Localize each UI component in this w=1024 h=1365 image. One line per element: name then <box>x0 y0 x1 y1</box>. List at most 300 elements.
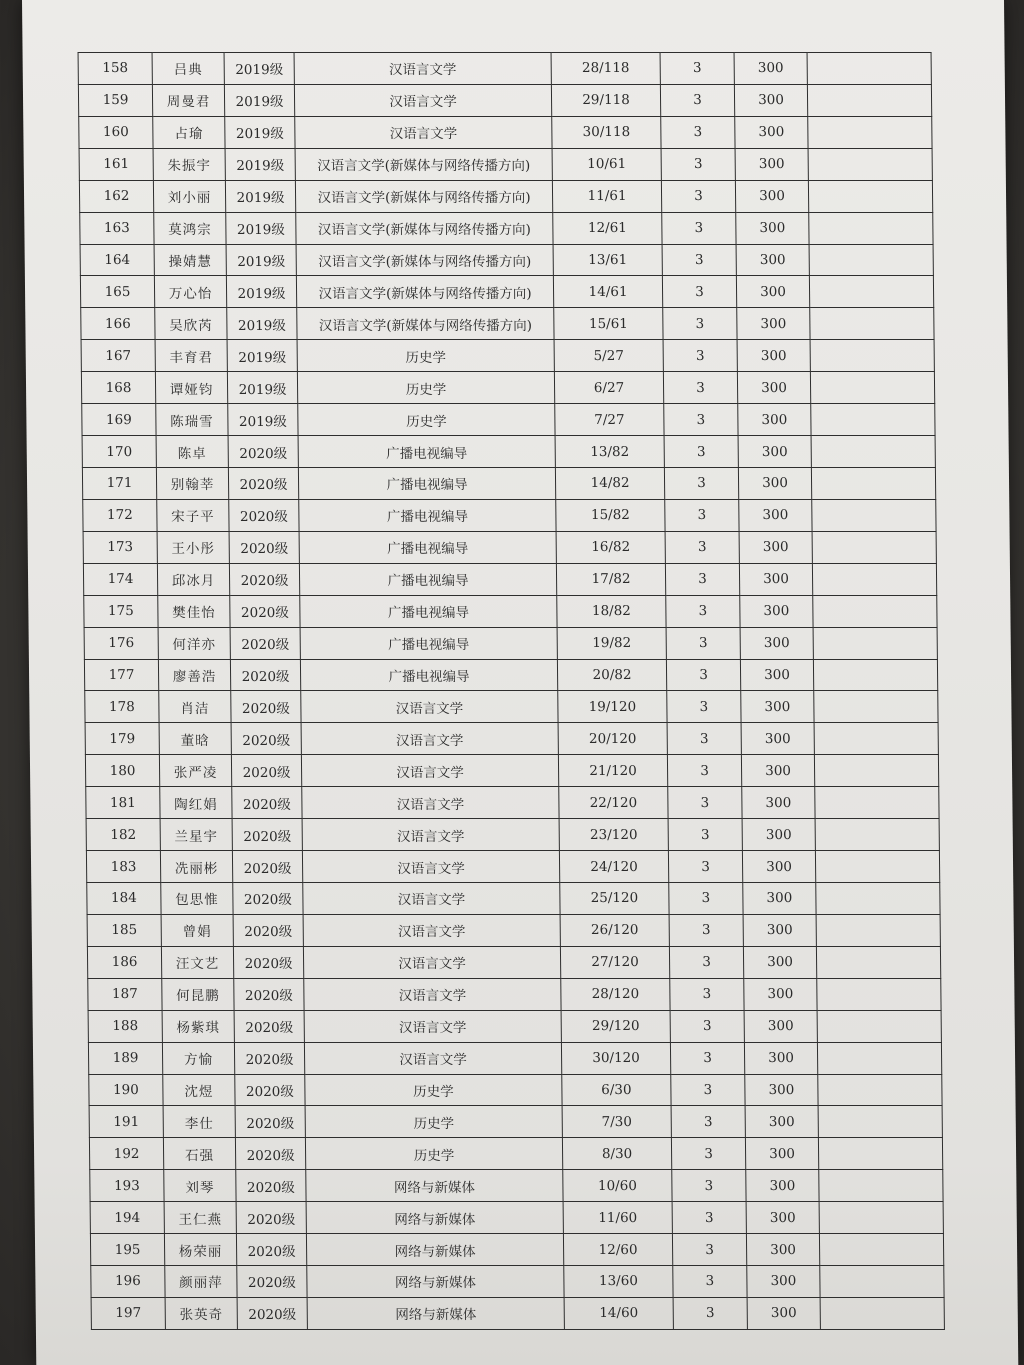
major-cell: 网络与新媒体 <box>307 1266 564 1298</box>
credit-value-cell: 3 <box>663 340 737 372</box>
major-cell: 网络与新媒体 <box>306 1170 563 1202</box>
credit-value-cell: 3 <box>661 180 735 212</box>
table-row <box>87 946 940 978</box>
student-name-cell: 别翰莘 <box>156 467 228 499</box>
row-number-cell: 168 <box>81 372 155 404</box>
remark-cell <box>820 1297 944 1329</box>
major-cell: 汉语言文学 <box>301 691 558 723</box>
credit-value-cell: 3 <box>666 627 740 659</box>
row-number-cell: 195 <box>90 1234 164 1266</box>
class-rank-cell: 28/120 <box>561 978 670 1010</box>
award-amount-cell: 300 <box>738 467 811 499</box>
student-name-cell: 王仁燕 <box>164 1202 236 1234</box>
award-amount-cell: 300 <box>746 1170 819 1202</box>
credit-value-cell: 3 <box>671 1106 745 1138</box>
class-rank-cell: 22/120 <box>559 787 668 819</box>
major-cell: 历史学 <box>297 340 554 372</box>
class-rank-cell: 20/120 <box>558 723 667 755</box>
grade-year-cell: 2020级 <box>228 436 298 468</box>
table-row <box>84 595 937 627</box>
grade-year-cell: 2020级 <box>233 882 303 914</box>
remark-cell <box>808 148 932 180</box>
remark-cell <box>816 946 940 978</box>
table-row <box>84 627 937 659</box>
row-number-cell: 189 <box>88 1042 162 1074</box>
grade-year-cell: 2019级 <box>224 53 294 85</box>
table-row <box>82 436 935 468</box>
grade-year-cell: 2020级 <box>234 1042 304 1074</box>
award-amount-cell: 300 <box>741 691 814 723</box>
row-number-cell: 162 <box>79 180 153 212</box>
table-row <box>80 212 933 244</box>
credit-value-cell: 3 <box>669 914 743 946</box>
table-row <box>91 1266 944 1298</box>
row-number-cell: 167 <box>81 340 155 372</box>
credit-value-cell: 3 <box>667 691 741 723</box>
credit-value-cell: 3 <box>663 308 737 340</box>
student-name-cell: 邱冰月 <box>157 563 229 595</box>
credit-value-cell: 3 <box>667 755 741 787</box>
row-number-cell: 194 <box>90 1202 164 1234</box>
student-name-cell: 沈煜 <box>163 1074 235 1106</box>
table-row <box>79 116 932 148</box>
class-rank-cell: 15/82 <box>556 499 665 531</box>
roster-body <box>78 53 944 1330</box>
student-name-cell: 吴欣芮 <box>155 308 227 340</box>
class-rank-cell: 14/61 <box>553 276 662 308</box>
class-rank-cell: 13/61 <box>553 244 662 276</box>
class-rank-cell: 25/120 <box>560 882 669 914</box>
roster-table <box>78 52 945 1330</box>
grade-year-cell: 2020级 <box>235 1138 305 1170</box>
credit-value-cell: 3 <box>662 212 736 244</box>
table-row <box>89 1138 942 1170</box>
student-name-cell: 占瑜 <box>153 116 225 148</box>
table-row <box>87 882 940 914</box>
row-number-cell: 183 <box>86 851 160 883</box>
remark-cell <box>815 787 939 819</box>
student-name-cell: 丰育君 <box>155 340 227 372</box>
award-amount-cell: 300 <box>738 436 811 468</box>
student-name-cell: 方愉 <box>162 1042 234 1074</box>
row-number-cell: 164 <box>80 244 154 276</box>
student-name-cell: 石强 <box>163 1138 235 1170</box>
award-amount-cell: 300 <box>744 1010 817 1042</box>
grade-year-cell: 2019级 <box>225 148 295 180</box>
remark-cell <box>816 882 940 914</box>
row-number-cell: 161 <box>79 148 153 180</box>
student-name-cell: 何昆鹏 <box>162 978 234 1010</box>
student-name-cell: 杨紫琪 <box>162 1010 234 1042</box>
row-number-cell: 173 <box>83 531 157 563</box>
grade-year-cell: 2020级 <box>232 787 302 819</box>
credit-value-cell: 3 <box>661 148 735 180</box>
major-cell: 历史学 <box>305 1138 562 1170</box>
row-number-cell: 182 <box>86 819 160 851</box>
grade-year-cell: 2020级 <box>234 978 304 1010</box>
award-amount-cell: 300 <box>734 53 807 85</box>
student-name-cell: 谭娅钧 <box>155 372 227 404</box>
remark-cell <box>817 978 941 1010</box>
grade-year-cell: 2020级 <box>237 1266 307 1298</box>
table-row <box>82 467 935 499</box>
class-rank-cell: 29/118 <box>551 84 660 116</box>
table-row <box>78 53 931 85</box>
class-rank-cell: 14/60 <box>564 1297 673 1329</box>
credit-value-cell: 3 <box>670 978 744 1010</box>
major-cell: 汉语言文学 <box>304 1042 561 1074</box>
grade-year-cell: 2020级 <box>228 467 298 499</box>
student-name-cell: 李仕 <box>163 1106 235 1138</box>
table-row <box>90 1234 943 1266</box>
major-cell: 汉语言文学 <box>304 978 561 1010</box>
remark-cell <box>813 659 937 691</box>
class-rank-cell: 19/120 <box>558 691 667 723</box>
credit-value-cell: 3 <box>664 467 738 499</box>
credit-value-cell: 3 <box>664 404 738 436</box>
award-amount-cell: 300 <box>744 1042 817 1074</box>
credit-value-cell: 3 <box>662 244 736 276</box>
class-rank-cell: 20/82 <box>557 659 666 691</box>
student-name-cell: 宋子平 <box>157 499 229 531</box>
remark-cell <box>809 212 933 244</box>
credit-value-cell: 3 <box>668 819 742 851</box>
student-name-cell: 杨荣丽 <box>164 1234 236 1266</box>
row-number-cell: 160 <box>79 116 153 148</box>
award-amount-cell: 300 <box>743 914 816 946</box>
table-row <box>85 723 938 755</box>
table-row <box>81 308 934 340</box>
student-name-cell: 刘小丽 <box>153 180 225 212</box>
credit-value-cell: 3 <box>665 499 739 531</box>
remark-cell <box>814 755 938 787</box>
credit-value-cell: 3 <box>673 1266 747 1298</box>
table-row <box>91 1297 944 1329</box>
award-amount-cell: 300 <box>741 755 814 787</box>
class-rank-cell: 12/61 <box>553 212 662 244</box>
row-number-cell: 193 <box>90 1170 164 1202</box>
major-cell: 历史学 <box>305 1074 562 1106</box>
remark-cell <box>815 819 939 851</box>
major-cell: 汉语言文学 <box>294 53 551 85</box>
major-cell: 汉语言文学 <box>302 787 559 819</box>
award-amount-cell: 300 <box>737 372 810 404</box>
credit-value-cell: 3 <box>663 372 737 404</box>
grade-year-cell: 2020级 <box>233 946 303 978</box>
grade-year-cell: 2020级 <box>229 563 299 595</box>
major-cell: 广播电视编导 <box>298 467 555 499</box>
grade-year-cell: 2020级 <box>231 691 301 723</box>
row-number-cell: 159 <box>78 84 152 116</box>
award-amount-cell: 300 <box>746 1202 819 1234</box>
class-rank-cell: 16/82 <box>556 531 665 563</box>
remark-cell <box>818 1074 942 1106</box>
student-name-cell: 陈瑞雪 <box>156 404 228 436</box>
credit-value-cell: 3 <box>671 1074 745 1106</box>
credit-value-cell: 3 <box>666 595 740 627</box>
table-row <box>81 372 934 404</box>
class-rank-cell: 10/61 <box>552 148 661 180</box>
row-number-cell: 158 <box>78 53 152 85</box>
major-cell: 历史学 <box>298 404 555 436</box>
table-row <box>86 851 939 883</box>
class-rank-cell: 27/120 <box>560 946 669 978</box>
student-name-cell: 吕典 <box>152 53 224 85</box>
table-row <box>83 563 936 595</box>
row-number-cell: 187 <box>88 978 162 1010</box>
remark-cell <box>810 340 934 372</box>
grade-year-cell: 2020级 <box>230 595 300 627</box>
student-name-cell: 曾娟 <box>161 914 233 946</box>
row-number-cell: 174 <box>83 563 157 595</box>
row-number-cell: 192 <box>89 1138 163 1170</box>
award-amount-cell: 300 <box>739 499 812 531</box>
credit-value-cell: 3 <box>660 53 734 85</box>
award-amount-cell: 300 <box>744 978 817 1010</box>
row-number-cell: 185 <box>87 914 161 946</box>
grade-year-cell: 2020级 <box>230 659 300 691</box>
major-cell: 历史学 <box>297 372 554 404</box>
student-name-cell: 操婧慧 <box>154 244 226 276</box>
class-rank-cell: 11/60 <box>563 1202 672 1234</box>
row-number-cell: 184 <box>87 882 161 914</box>
class-rank-cell: 13/82 <box>555 436 664 468</box>
remark-cell <box>809 244 933 276</box>
student-name-cell: 兰星宇 <box>160 819 232 851</box>
student-name-cell: 朱振宇 <box>153 148 225 180</box>
award-amount-cell: 300 <box>742 787 815 819</box>
row-number-cell: 196 <box>91 1266 165 1298</box>
credit-value-cell: 3 <box>669 946 743 978</box>
remark-cell <box>813 595 937 627</box>
award-amount-cell: 300 <box>742 819 815 851</box>
credit-value-cell: 3 <box>672 1170 746 1202</box>
credit-value-cell: 3 <box>672 1234 746 1266</box>
table-row <box>88 1010 941 1042</box>
award-amount-cell: 300 <box>736 276 809 308</box>
remark-cell <box>819 1202 943 1234</box>
grade-year-cell: 2020级 <box>234 1010 304 1042</box>
award-amount-cell: 300 <box>735 148 808 180</box>
grade-year-cell: 2020级 <box>230 627 300 659</box>
table-row <box>89 1106 942 1138</box>
award-amount-cell: 300 <box>745 1074 818 1106</box>
remark-cell <box>814 691 938 723</box>
remark-cell <box>818 1138 942 1170</box>
remark-cell <box>807 53 931 85</box>
credit-value-cell: 3 <box>660 84 734 116</box>
award-amount-cell: 300 <box>746 1234 819 1266</box>
table-row <box>90 1170 943 1202</box>
major-cell: 网络与新媒体 <box>306 1234 563 1266</box>
major-cell: 汉语言文学(新媒体与网络传播方向) <box>295 180 552 212</box>
award-amount-cell: 300 <box>745 1138 818 1170</box>
remark-cell <box>818 1106 942 1138</box>
remark-cell <box>812 563 936 595</box>
award-amount-cell: 300 <box>740 595 813 627</box>
remark-cell <box>810 308 934 340</box>
remark-cell <box>810 372 934 404</box>
major-cell: 汉语言文学 <box>303 882 560 914</box>
major-cell: 广播电视编导 <box>300 595 557 627</box>
remark-cell <box>815 851 939 883</box>
grade-year-cell: 2020级 <box>232 819 302 851</box>
student-name-cell: 冼丽彬 <box>160 851 232 883</box>
row-number-cell: 165 <box>80 276 154 308</box>
grade-year-cell: 2020级 <box>229 499 299 531</box>
major-cell: 汉语言文学 <box>302 851 559 883</box>
table-row <box>78 84 931 116</box>
major-cell: 汉语言文学(新媒体与网络传播方向) <box>297 308 554 340</box>
credit-value-cell: 3 <box>668 787 742 819</box>
row-number-cell: 181 <box>86 787 160 819</box>
award-amount-cell: 300 <box>738 404 811 436</box>
credit-value-cell: 3 <box>671 1138 745 1170</box>
remark-cell <box>820 1266 944 1298</box>
remark-cell <box>819 1234 943 1266</box>
student-name-cell: 张英奇 <box>165 1297 237 1329</box>
grade-year-cell: 2020级 <box>236 1202 306 1234</box>
row-number-cell: 166 <box>81 308 155 340</box>
grade-year-cell: 2020级 <box>235 1106 305 1138</box>
student-name-cell: 董晗 <box>159 723 231 755</box>
award-amount-cell: 300 <box>740 627 813 659</box>
credit-value-cell: 3 <box>665 563 739 595</box>
remark-cell <box>811 467 935 499</box>
table-row <box>79 148 932 180</box>
credit-value-cell: 3 <box>670 1010 744 1042</box>
credit-value-cell: 3 <box>673 1297 747 1329</box>
remark-cell <box>814 723 938 755</box>
award-amount-cell: 300 <box>737 340 810 372</box>
row-number-cell: 179 <box>85 723 159 755</box>
row-number-cell: 175 <box>84 595 158 627</box>
award-amount-cell: 300 <box>735 180 808 212</box>
student-name-cell: 刘琴 <box>164 1170 236 1202</box>
major-cell: 汉语言文学(新媒体与网络传播方向) <box>296 244 553 276</box>
credit-value-cell: 3 <box>664 436 738 468</box>
row-number-cell: 171 <box>82 467 156 499</box>
table-row <box>86 787 939 819</box>
award-amount-cell: 300 <box>739 531 812 563</box>
award-amount-cell: 300 <box>737 308 810 340</box>
paper-sheet <box>22 0 1018 1365</box>
table-row <box>85 755 938 787</box>
row-number-cell: 180 <box>85 755 159 787</box>
row-number-cell: 163 <box>80 212 154 244</box>
remark-cell <box>817 1010 941 1042</box>
grade-year-cell: 2019级 <box>226 276 296 308</box>
class-rank-cell: 17/82 <box>556 563 665 595</box>
student-name-cell: 何洋亦 <box>158 627 230 659</box>
grade-year-cell: 2019级 <box>226 212 296 244</box>
major-cell: 汉语言文学 <box>295 116 552 148</box>
credit-value-cell: 3 <box>666 659 740 691</box>
class-rank-cell: 6/30 <box>562 1074 671 1106</box>
row-number-cell: 190 <box>89 1074 163 1106</box>
major-cell: 广播电视编导 <box>299 563 556 595</box>
student-name-cell: 万心怡 <box>154 276 226 308</box>
remark-cell <box>812 499 936 531</box>
class-rank-cell: 18/82 <box>557 595 666 627</box>
award-amount-cell: 300 <box>736 212 809 244</box>
grade-year-cell: 2020级 <box>232 851 302 883</box>
major-cell: 汉语言文学 <box>302 819 559 851</box>
major-cell: 汉语言文学 <box>294 84 551 116</box>
table-row <box>82 404 935 436</box>
student-name-cell: 王小彤 <box>157 531 229 563</box>
table-row <box>83 499 936 531</box>
major-cell: 汉语言文学 <box>301 723 558 755</box>
major-cell: 广播电视编导 <box>299 499 556 531</box>
credit-value-cell: 3 <box>661 116 735 148</box>
table-row <box>80 276 933 308</box>
student-name-cell: 廖善浩 <box>158 659 230 691</box>
grade-year-cell: 2019级 <box>228 404 298 436</box>
row-number-cell: 176 <box>84 627 158 659</box>
class-rank-cell: 14/82 <box>555 467 664 499</box>
award-amount-cell: 300 <box>747 1297 820 1329</box>
table-row <box>79 180 932 212</box>
student-name-cell: 莫鸿宗 <box>154 212 226 244</box>
row-number-cell: 172 <box>83 499 157 531</box>
class-rank-cell: 15/61 <box>554 308 663 340</box>
grade-year-cell: 2020级 <box>235 1074 305 1106</box>
remark-cell <box>807 84 931 116</box>
class-rank-cell: 26/120 <box>560 914 669 946</box>
grade-year-cell: 2020级 <box>236 1170 306 1202</box>
major-cell: 汉语言文学(新媒体与网络传播方向) <box>296 276 553 308</box>
table-row <box>83 531 936 563</box>
row-number-cell: 186 <box>87 946 161 978</box>
remark-cell <box>819 1170 943 1202</box>
class-rank-cell: 11/61 <box>552 180 661 212</box>
class-rank-cell: 12/60 <box>563 1234 672 1266</box>
table-row <box>81 340 934 372</box>
grade-year-cell: 2019级 <box>225 116 295 148</box>
remark-cell <box>817 1042 941 1074</box>
remark-cell <box>811 436 935 468</box>
major-cell: 汉语言文学 <box>303 914 560 946</box>
credit-value-cell: 3 <box>667 723 741 755</box>
grade-year-cell: 2019级 <box>226 244 296 276</box>
class-rank-cell: 19/82 <box>557 627 666 659</box>
class-rank-cell: 29/120 <box>561 1010 670 1042</box>
grade-year-cell: 2020级 <box>233 914 303 946</box>
award-amount-cell: 300 <box>735 116 808 148</box>
major-cell: 历史学 <box>305 1106 562 1138</box>
major-cell: 汉语言文学 <box>301 755 558 787</box>
credit-value-cell: 3 <box>670 1042 744 1074</box>
row-number-cell: 188 <box>88 1010 162 1042</box>
major-cell: 广播电视编导 <box>298 436 555 468</box>
class-rank-cell: 21/120 <box>558 755 667 787</box>
table-row <box>80 244 933 276</box>
award-amount-cell: 300 <box>743 946 816 978</box>
remark-cell <box>809 276 933 308</box>
major-cell: 汉语言文学 <box>304 1010 561 1042</box>
row-number-cell: 170 <box>82 436 156 468</box>
class-rank-cell: 28/118 <box>551 53 660 85</box>
grade-year-cell: 2019级 <box>227 340 297 372</box>
award-amount-cell: 300 <box>739 563 812 595</box>
class-rank-cell: 7/27 <box>555 404 664 436</box>
class-rank-cell: 23/120 <box>559 819 668 851</box>
student-name-cell: 陈卓 <box>156 436 228 468</box>
student-name-cell: 颜丽萍 <box>165 1266 237 1298</box>
table-row <box>85 691 938 723</box>
award-amount-cell: 300 <box>743 882 816 914</box>
